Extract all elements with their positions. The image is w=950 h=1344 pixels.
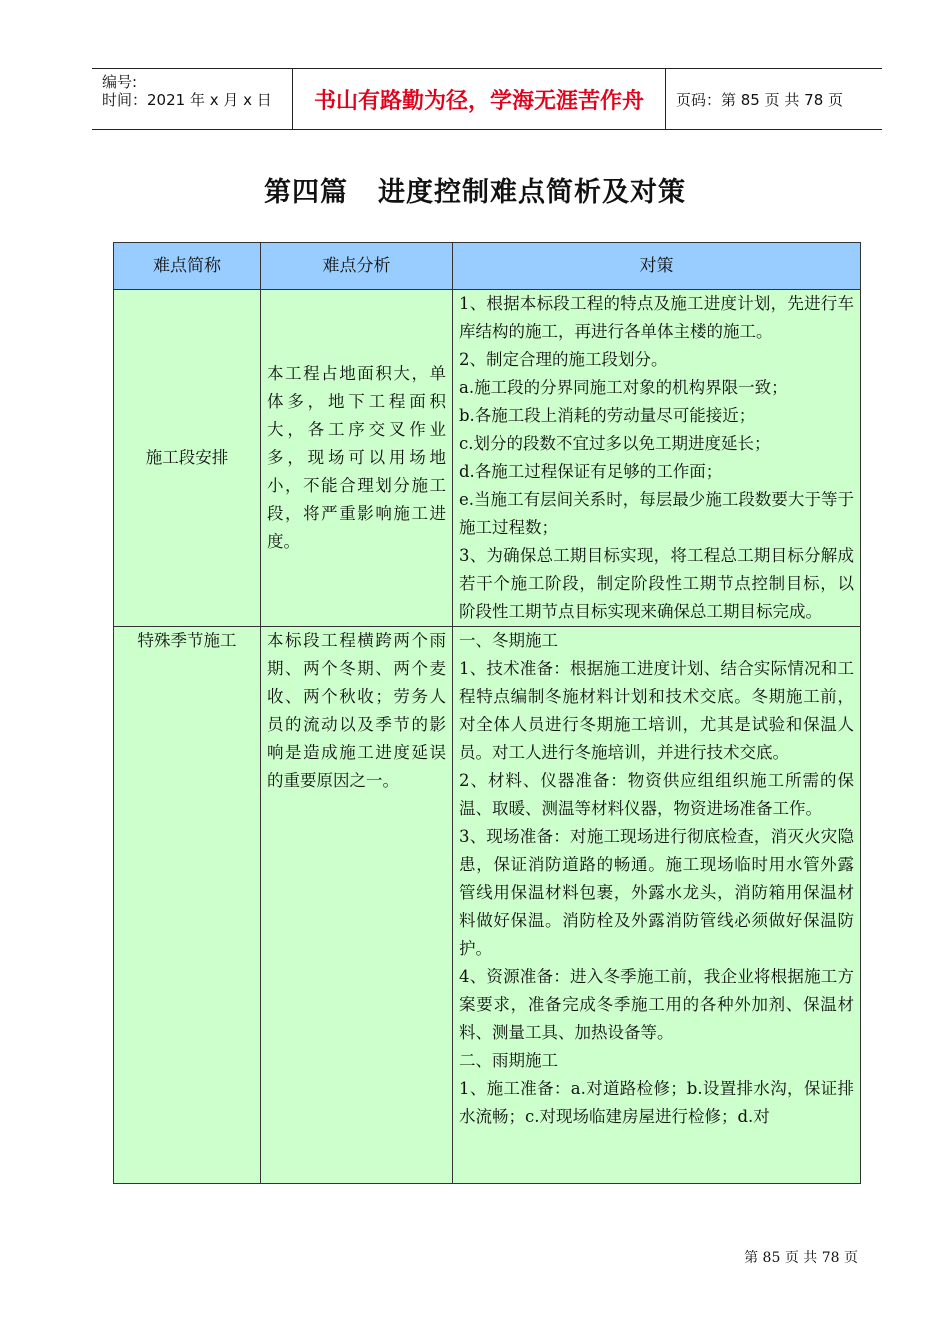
measure-line: e.当施工有层间关系时，每层最少施工段数要大于等于施工过程数； <box>459 490 854 537</box>
page-header <box>92 68 882 130</box>
row-analysis-cell <box>261 290 453 627</box>
measure-line: 2、材料、仪器准备：物资供应组组织施工所需的保温、取暖、测温等材料仪器，物资进场准备工作。 <box>459 771 854 818</box>
measure-line: 4、资源准备：进入冬季施工前，我企业将根据施工方案要求，准备完成冬季施工用的各种外加剂、保温材料、测量工具、加热设备等。 <box>459 967 854 1042</box>
measure-line: a.施工段的分界同施工对象的机构界限一致； <box>459 378 788 397</box>
table-row <box>114 290 861 627</box>
row-analysis-cell <box>261 627 453 1184</box>
row-measures-cell <box>453 627 861 1184</box>
header-time-label: 时间：2021 年 x 月 x 日 <box>102 91 272 109</box>
measure-line: 3、为确保总工期目标实现，将工程总工期目标分解成若干个施工阶段，制定阶段性工期节点控制目标，以阶段性工期节点目标实现来确保总工期目标完成。 <box>459 546 854 621</box>
measure-line: 1、技术准备：根据施工进度计划、结合实际情况和工程特点编制冬施材料计划和技术交底。冬期施工前，对全体人员进行冬期施工培训，尤其是试验和保温人员。对工人进行冬施培训，并进行技术交底。 <box>459 659 854 762</box>
measure-line: 1、根据本标段工程的特点及施工进度计划，先进行车库结构的施工，再进行各单体主楼的施工。 <box>459 294 854 341</box>
schedule-control-table <box>113 242 861 1184</box>
analysis-text: 本工程占地面积大，单体多，地下工程面积大，各工序交叉作业多，现场可以用场地小，不能合理划分施工段，将严重影响施工进度。 <box>267 364 446 551</box>
title-part: 第四篇 <box>264 177 348 208</box>
header-cell-name: 难点简称 <box>114 243 261 290</box>
measure-line: 2、制定合理的施工段划分。 <box>459 350 668 369</box>
header-cell-measures: 对策 <box>453 243 861 290</box>
header-motto: 书山有路勤为径，学海无涯苦作舟 <box>293 69 666 129</box>
header-page-info: 页码：第 85 页 共 78 页 <box>676 90 844 109</box>
measure-line: 1、施工准备：a.对道路检修；b.设置排水沟，保证排水流畅；c.对现场临建房屋进行检修；d.对 <box>459 1079 854 1126</box>
measure-line: 一、冬期施工 <box>459 631 558 650</box>
title-main: 进度控制难点简析及对策 <box>378 177 686 208</box>
table-header-row <box>114 243 861 290</box>
header-cell-analysis: 难点分析 <box>261 243 453 290</box>
page-title <box>0 170 950 209</box>
row-name-cell: 施工段安排 <box>114 290 261 627</box>
measure-line: 二、雨期施工 <box>459 1051 558 1070</box>
analysis-text: 本标段工程横跨两个雨期、两个冬期、两个麦收、两个秋收；劳务人员的流动以及季节的影响是造成施工进度延误的重要原因之一。 <box>267 631 446 790</box>
page-footer: 第 85 页 共 78 页 <box>744 1250 858 1266</box>
table-row <box>114 627 861 1184</box>
measure-line: d.各施工过程保证有足够的工作面； <box>459 462 723 481</box>
measure-line: 3、现场准备：对施工现场进行彻底检查，消灭火灾隐患，保证消防道路的畅通。施工现场临时用水管外露管线用保温材料包裹，外露水龙头，消防箱用保温材料做好保温。消防栓及外露消防管线必须做好保温防护。 <box>459 827 854 958</box>
measure-line: c.划分的段数不宜过多以免工期进度延长； <box>459 434 771 453</box>
row-measures-cell <box>453 290 861 627</box>
measures-clip <box>459 627 854 1183</box>
row-name-cell: 特殊季节施工 <box>114 627 261 1184</box>
header-meta <box>92 69 293 129</box>
measure-line: b.各施工段上消耗的劳动量尽可能接近； <box>459 406 756 425</box>
header-number-label: 编号: <box>102 73 138 91</box>
